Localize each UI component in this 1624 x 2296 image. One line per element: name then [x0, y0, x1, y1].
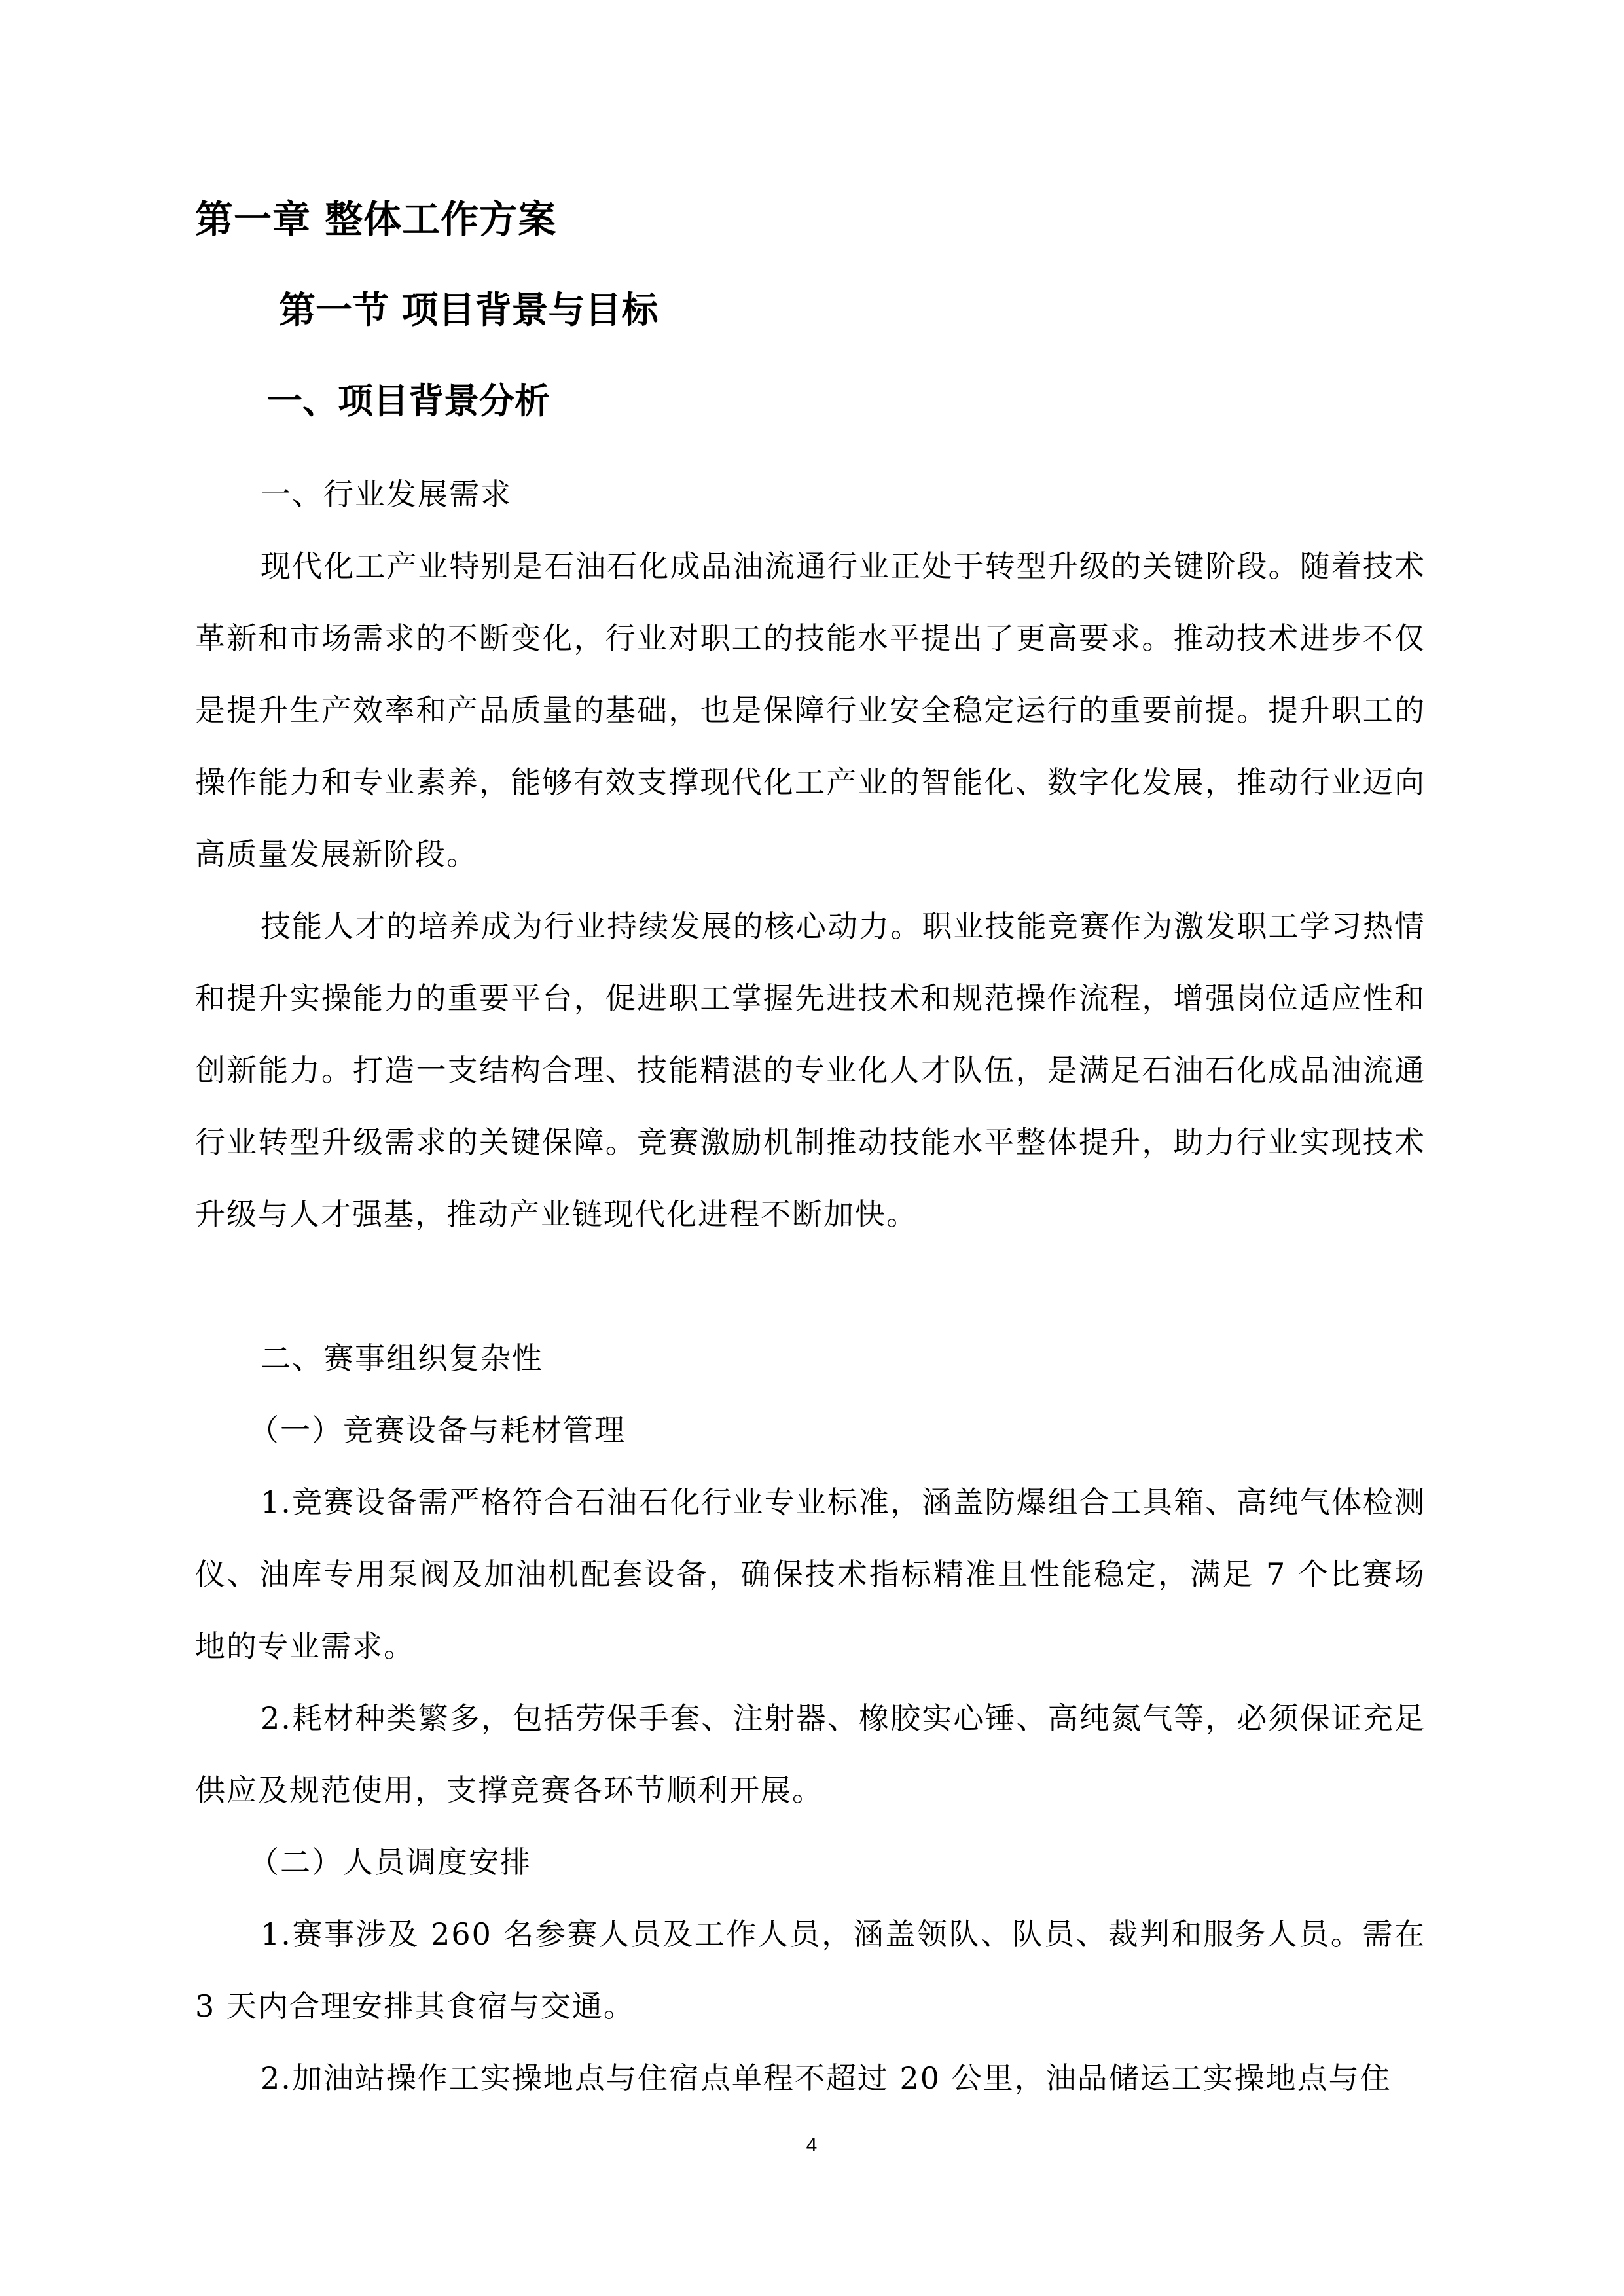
body-text — [195, 458, 1426, 2114]
heading-personnel-scheduling: （二）人员调度安排 — [249, 1844, 532, 1880]
item-equipment-standards: 1.竞赛设备需严格符合石油石化行业专业标准，涵盖防爆组合工具箱、高纯气体检测仪、油库专用泵阀及加油机配套设备，确保技术指标精准且性能稳定，满足 7 个比赛场地的专业需求。 — [195, 1484, 1426, 1664]
page-number: 4 — [806, 2134, 818, 2156]
heading-event-complexity: 二、赛事组织复杂性 — [261, 1340, 543, 1376]
item-distance-constraint: 2.加油站操作工实操地点与住宿点单程不超过 20 公里，油品储运工实操地点与住 — [261, 2060, 1392, 2096]
paragraph-industry-transformation: 现代化工产业特别是石油石化成品油流通行业正处于转型升级的关键阶段。随着技术革新和市场需求的不断变化，行业对职工的技能水平提出了更高要求。推动技术进步不仅是提升生产效率和产品质量的基础，也是保障行业安全稳定运行的重要前提。提升职工的操作能力和专业素养，能够有效支撑现代化工产业的智能化、数字化发展，推动行业迈向高质量发展新阶段。 — [195, 548, 1426, 872]
paragraph-talent-cultivation: 技能人才的培养成为行业持续发展的核心动力。职业技能竞赛作为激发职工学习热情和提升实操能力的重要平台，促进职工掌握先进技术和规范操作流程，增强岗位适应性和创新能力。打造一支结构合理、技能精湛的专业化人才队伍，是满足石油石化成品油流通行业转型升级需求的关键保障。竞赛激励机制推动技能水平整体提升，助力行业实现技术升级与人才强基，推动产业链现代化进程不断加快。 — [195, 908, 1426, 1232]
chapter-title: 第一章 整体工作方案 — [195, 197, 557, 242]
blank-line — [195, 1250, 1426, 1322]
section-title: 第一节 项目背景与目标 — [279, 289, 659, 332]
item-personnel-count: 1.赛事涉及 260 名参赛人员及工作人员，涵盖领队、队员、裁判和服务人员。需在 3 天内合理安排其食宿与交通。 — [195, 1916, 1426, 2024]
subsection-title: 一、项目背景分析 — [267, 380, 550, 422]
item-consumables: 2.耗材种类繁多，包括劳保手套、注射器、橡胶实心锤、高纯氮气等，必须保证充足供应及规范使用，支撑竞赛各环节顺利开展。 — [195, 1700, 1426, 1808]
heading-equipment-management: （一）竞赛设备与耗材管理 — [249, 1412, 626, 1448]
heading-industry-demand: 一、行业发展需求 — [261, 476, 512, 512]
